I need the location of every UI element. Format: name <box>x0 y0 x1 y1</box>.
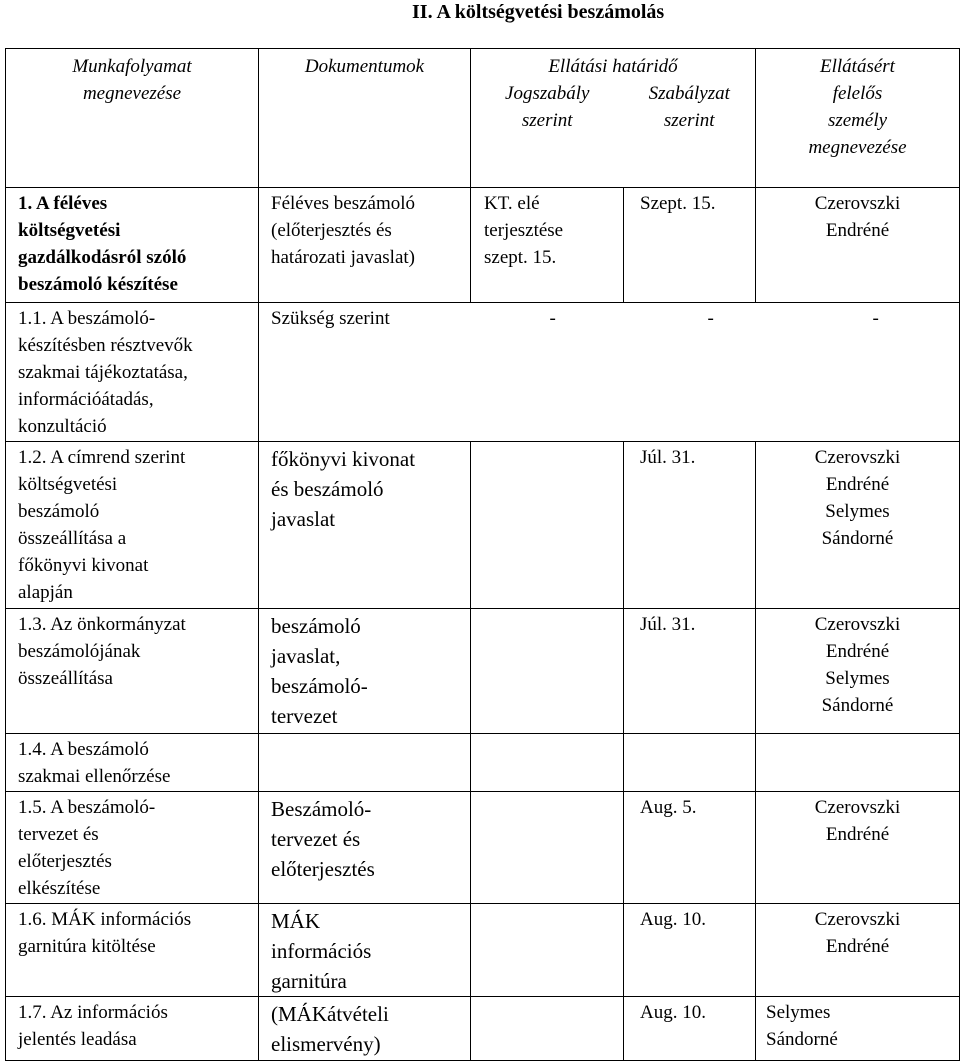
responsible-cell: Czerovszki Endréné <box>756 904 960 997</box>
law-deadline-cell <box>471 792 624 904</box>
law-deadline-cell: KT. elé terjesztése szept. 15. <box>471 188 624 303</box>
regulation-deadline-cell: Júl. 31. <box>624 442 756 609</box>
table-row <box>6 188 960 303</box>
header-documents: Dokumentumok <box>259 49 471 188</box>
document-cell: főkönyvi kivonat és beszámoló javaslat <box>259 442 471 609</box>
responsible-cell: Czerovszki Endréné Selymes Sándorné <box>756 609 960 734</box>
regulation-deadline-cell: Szept. 15. <box>624 188 756 303</box>
regulation-deadline-cell: Aug. 10. <box>624 997 756 1061</box>
document-cell: Féléves beszámoló (előterjesztés és határozati javaslat) <box>259 188 471 303</box>
process-label: 1.6. MÁK információs garnitúra kitöltése <box>6 904 259 997</box>
dash: - <box>707 308 714 329</box>
process-label: 1.7. Az információs jelentés leadása <box>6 997 259 1061</box>
table-row <box>6 442 960 609</box>
dash: - <box>549 308 556 329</box>
regulation-deadline-cell <box>624 734 756 792</box>
header-row <box>6 49 960 188</box>
law-deadline-cell <box>471 997 624 1061</box>
responsible-cell <box>756 734 960 792</box>
header-deadline-group: Ellátási határidő <box>548 56 678 77</box>
document-cell: (MÁKátvételi elismervény) <box>259 997 471 1061</box>
process-label: 1.1. A beszámoló- készítésben résztvevők szakmai tájékoztatása, információátadás, konzultáció <box>6 303 259 442</box>
header-deadline <box>471 49 756 188</box>
table-row <box>6 792 960 904</box>
table-row <box>6 997 960 1061</box>
responsible-cell: Czerovszki Endréné Selymes Sándorné <box>756 442 960 609</box>
page-title: II. A költségvetési beszámolás <box>412 1 665 23</box>
document-cell: Beszámoló- tervezet és előterjesztés <box>259 792 471 904</box>
process-label: 1. A féléves költségvetési gazdálkodásról szóló beszámoló készítése <box>6 188 259 303</box>
law-deadline-cell <box>471 734 624 792</box>
table-row <box>6 609 960 734</box>
regulation-deadline-cell: Júl. 31. <box>624 609 756 734</box>
table-row <box>6 734 960 792</box>
process-label: 1.4. A beszámoló szakmai ellenőrzése <box>6 734 259 792</box>
header-responsible: Ellátásért felelős személy megnevezése <box>756 49 960 188</box>
table-row <box>6 904 960 997</box>
document-cell: beszámoló javaslat, beszámoló- tervezet <box>259 609 471 734</box>
table-row <box>6 303 960 442</box>
header-by-law: Jogszabály szerint <box>505 83 590 131</box>
dash: - <box>872 308 879 329</box>
process-label: 1.3. Az önkormányzat beszámolójának összeállítása <box>6 609 259 734</box>
header-by-regulation: Szabályzat szerint <box>648 83 730 131</box>
document-cell <box>259 734 471 792</box>
responsible-cell: Selymes Sándorné <box>756 997 960 1061</box>
process-label: 1.2. A címrend szerint költségvetési beszámoló összeállítása a főkönyvi kivonat alapján <box>6 442 259 609</box>
document-cell: MÁK információs garnitúra <box>259 904 471 997</box>
process-table <box>5 48 960 1061</box>
regulation-deadline-cell: Aug. 5. <box>624 792 756 904</box>
regulation-deadline-cell: Aug. 10. <box>624 904 756 997</box>
law-deadline-cell <box>471 609 624 734</box>
responsible-cell: Czerovszki Endréné <box>756 188 960 303</box>
as-needed-text: Szükség szerint <box>271 308 390 329</box>
process-label: 1.5. A beszámoló- tervezet és előterjesztés elkészítése <box>6 792 259 904</box>
header-process-name: Munkafolyamat megnevezése <box>6 49 259 188</box>
as-needed-cell <box>259 303 960 442</box>
law-deadline-cell <box>471 904 624 997</box>
law-deadline-cell <box>471 442 624 609</box>
responsible-cell: Czerovszki Endréné <box>756 792 960 904</box>
